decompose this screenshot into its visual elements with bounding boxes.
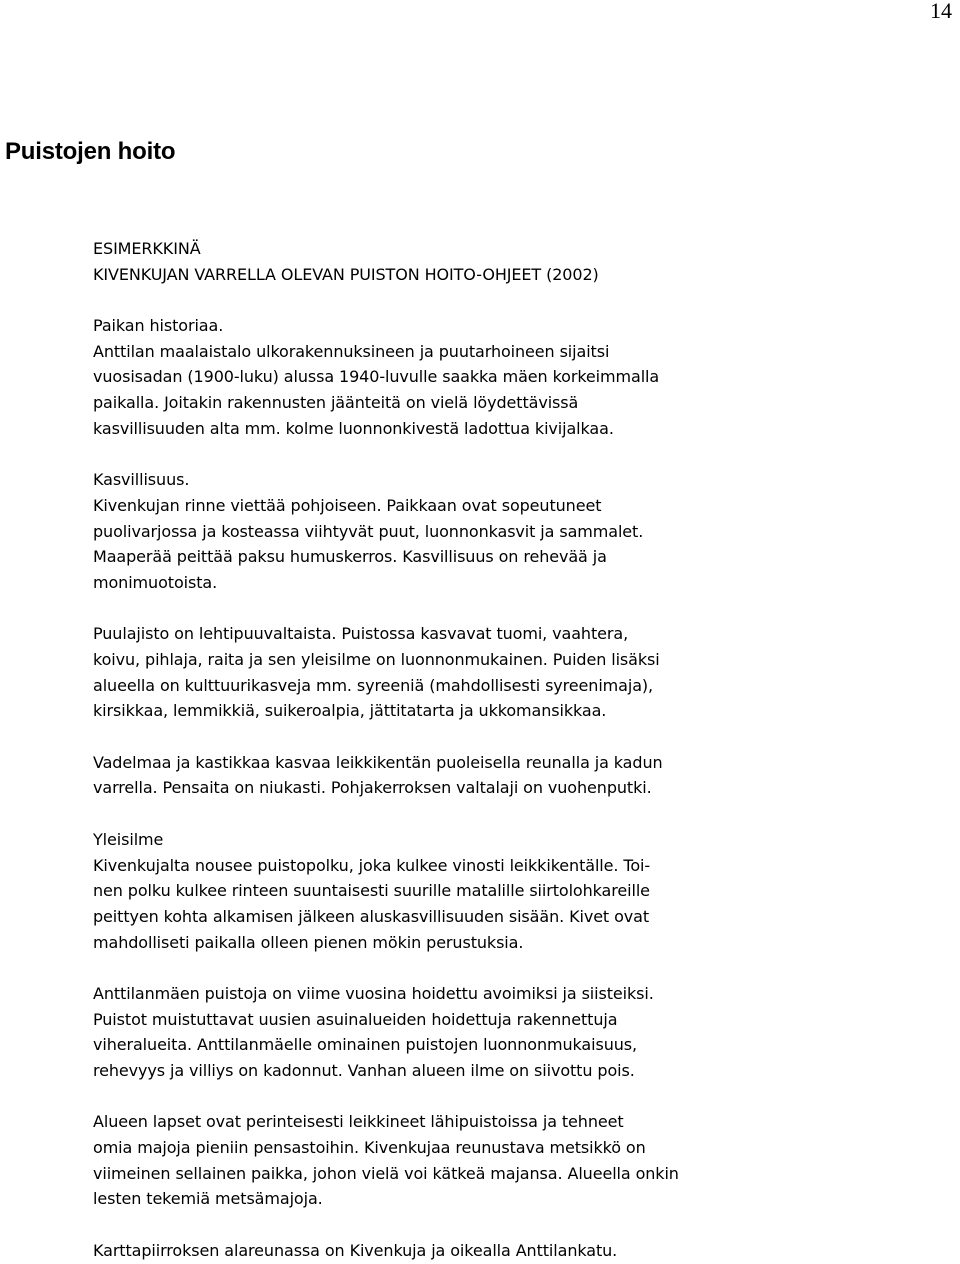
- text-line: Puistot muistuttavat uusien asuinalueiden hoidettuja rakennettuja: [93, 1009, 618, 1029]
- text-line: viheralueita. Anttilanmäelle ominainen puistojen luonnonmukaisuus,: [93, 1035, 637, 1055]
- text-line: Anttilanmäen puistoja on viime vuosina hoidettu avoimiksi ja siisteiksi.: [93, 983, 654, 1003]
- paragraph-berries: [93, 750, 953, 801]
- page-title: Puistojen hoito: [5, 138, 176, 165]
- paragraph-map-note: [93, 1238, 953, 1264]
- page-number: 14: [930, 0, 952, 23]
- paragraph-children: [93, 1109, 953, 1212]
- text-line: lesten tekemiä metsämajoja.: [93, 1189, 323, 1209]
- text-line: ESIMERKKINÄ: [93, 239, 201, 258]
- paragraph-maintenance: [93, 981, 953, 1084]
- text-line: Maaperää peittää paksu humuskerros. Kasvillisuus on rehevää ja: [93, 547, 607, 567]
- paragraph-vegetation: [93, 467, 953, 595]
- text-line: nen polku kulkee rinteen suuntaisesti suurille matalille siirtolohkareille: [93, 881, 650, 901]
- text-line: Vadelmaa ja kastikkaa kasvaa leikkikentän puoleisella reunalla ja kadun: [93, 752, 663, 772]
- text-line: viimeinen sellainen paikka, johon vielä voi kätkeä majansa. Alueella onkin: [93, 1163, 679, 1183]
- text-line: monimuotoista.: [93, 572, 218, 592]
- text-line: Puulajisto on lehtipuuvaltaista. Puistossa kasvavat tuomi, vaahtera,: [93, 624, 629, 644]
- text-line: paikalla. Joitakin rakennusten jäänteitä on vielä löydettävissä: [93, 393, 579, 413]
- text-line: puolivarjossa ja kosteassa viihtyvät puut, luonnonkasvit ja sammalet.: [93, 521, 644, 541]
- paragraph-history: [93, 313, 953, 441]
- text-line: rehevyys ja villiys on kadonnut. Vanhan alueen ilme on siivottu pois.: [93, 1061, 635, 1080]
- text-line: koivu, pihlaja, raita ja sen yleisilme on luonnonmukainen. Puiden lisäksi: [93, 650, 660, 669]
- text-line: mahdolliseti paikalla olleen pienen mökin perustuksia.: [93, 932, 524, 952]
- text-line: Alueen lapset ovat perinteisesti leikkineet lähipuistoissa ja tehneet: [93, 1112, 624, 1132]
- paragraph-trees: [93, 621, 953, 724]
- text-line: KIVENKUJAN VARRELLA OLEVAN PUISTON HOITO-OHJEET (2002): [93, 264, 599, 284]
- document-body: [93, 236, 953, 1264]
- text-line: Kivenkujalta nousee puistopolku, joka kulkee vinosti leikkikentälle. Toi-: [93, 855, 651, 875]
- text-line: Kasvillisuus.: [93, 470, 190, 490]
- text-line: varrella. Pensaita on niukasti. Pohjakerroksen valtalaji on vuohenputki.: [93, 778, 652, 798]
- text-line: vuosisadan (1900-luku) alussa 1940-luvulle saakka mäen korkeimmalla: [93, 367, 660, 387]
- text-line: peittyen kohta alkamisen jälkeen aluskasvillisuuden sisään. Kivet ovat: [93, 906, 650, 926]
- text-line: Anttilan maalaistalo ulkorakennuksineen ja puutarhoineen sijaitsi: [93, 341, 610, 361]
- text-line: kasvillisuuden alta mm. kolme luonnonkivestä ladottua kivijalkaa.: [93, 418, 614, 438]
- paragraph-overview: [93, 827, 953, 955]
- text-line: Paikan historiaa.: [93, 316, 224, 336]
- text-line: alueella on kulttuurikasveja mm. syreeniä (mahdollisesti syreenimaja),: [93, 675, 654, 695]
- paragraph-heading: [93, 236, 953, 287]
- text-line: Kivenkujan rinne viettää pohjoiseen. Paikkaan ovat sopeutuneet: [93, 495, 602, 515]
- text-line: Karttapiirroksen alareunassa on Kivenkuja ja oikealla Anttilankatu.: [93, 1240, 618, 1260]
- text-line: kirsikkaa, lemmikkiä, suikeroalpia, jättitatarta ja ukkomansikkaa.: [93, 701, 607, 721]
- text-line: Yleisilme: [93, 829, 164, 849]
- text-line: omia majoja pieniin pensastoihin. Kivenkujaa reunustava metsikkö on: [93, 1138, 646, 1158]
